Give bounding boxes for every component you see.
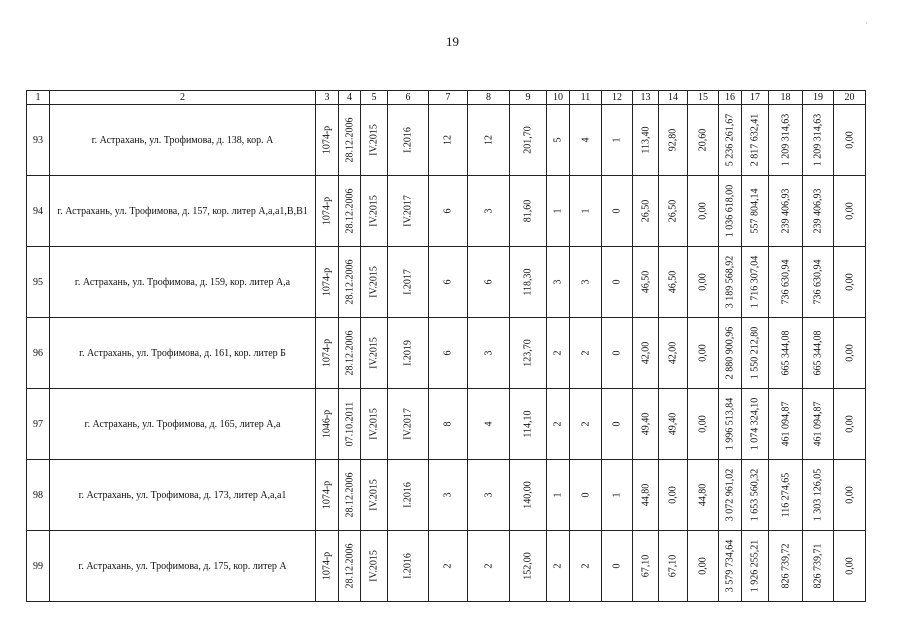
cell-value: 1 [552,492,564,498]
cell-value: 2 817 632,41 [749,113,761,167]
cell-value: 239 406,93 [812,188,824,234]
cell-col-18 [769,176,803,247]
table-row [27,460,866,531]
cell-value: 2 [552,421,564,427]
cell-value: 1 [580,208,591,214]
cell-value: 1074-р [321,267,333,297]
header-row [27,91,866,105]
cell-value: 736 630,94 [780,259,791,305]
cell-order-number [316,105,339,176]
cell-col-17 [742,531,769,602]
cell-start-quarter [361,176,388,247]
column-header: 5 [361,91,388,105]
cell-value: 81,60 [522,199,534,223]
cell-col-19 [803,176,834,247]
cell-area [510,105,547,176]
cell-col-12 [602,247,633,318]
cell-address: г. Астрахань, ул. Трофимова, д. 165, литер А,а [50,389,316,460]
cell-col-18 [769,247,803,318]
cell-value: 5 236 261,67 [724,113,736,167]
cell-value: IV.2017 [402,408,414,440]
cell-col-15 [688,105,719,176]
cell-area [510,176,547,247]
cell-col-20 [834,318,866,389]
cell-order-number [316,389,339,460]
cell-col-20 [834,460,866,531]
cell-col-8 [468,460,510,531]
cell-order-date [339,176,361,247]
cell-address: г. Астрахань, ул. Трофимова, д. 138, кор. А [50,105,316,176]
cell-value: 0 [611,350,623,356]
cell-value: 1 303 126,05 [812,468,824,522]
cell-value: 3 [552,279,564,285]
cell-col-10 [547,531,570,602]
cell-value: 113,40 [640,126,651,154]
cell-col-12 [602,389,633,460]
cell-col-13 [633,176,659,247]
cell-value: 557 804,14 [749,188,761,234]
cell-value: 1 996 513,84 [724,397,736,451]
column-header: 8 [468,91,510,105]
cell-value: 2 [580,563,591,569]
cell-value: 461 094,87 [812,401,824,447]
cell-col-11 [570,318,602,389]
column-header: 4 [339,91,361,105]
cell-col-19 [803,389,834,460]
cell-end-quarter [388,318,429,389]
cell-col-17 [742,105,769,176]
cell-value: 28.12.2006 [344,117,355,163]
cell-value: 3 [483,208,494,214]
cell-value: 1074-р [321,480,333,510]
cell-value: 3 [483,492,494,498]
cell-total-cost [719,105,742,176]
cell-value: 3 [483,350,494,356]
cell-start-quarter [361,318,388,389]
cell-value: 3 [442,492,454,498]
cell-value: 2 [483,563,494,569]
cell-value: 1 926 255,21 [749,539,761,593]
cell-value: 0,00 [844,344,855,362]
cell-value: 665 344,08 [812,330,824,376]
cell-end-quarter [388,105,429,176]
cell-address: г. Астрахань, ул. Трофимова, д. 173, литер А,а,а1 [50,460,316,531]
cell-value: 0,00 [697,415,709,433]
cell-col-13 [633,247,659,318]
cell-col-17 [742,176,769,247]
cell-col-15 [688,389,719,460]
cell-row-number: 96 [27,318,50,389]
column-header: 13 [633,91,659,105]
cell-address: г. Астрахань, ул. Трофимова, д. 161, кор. литер Б [50,318,316,389]
cell-value: 116 274,65 [780,472,791,518]
cell-value: 42,00 [640,341,651,365]
cell-value: IV.2015 [368,266,380,298]
column-header: 10 [547,91,570,105]
cell-value: 118,30 [522,268,534,296]
cell-value: 2 [552,350,564,356]
cell-value: 2 [552,563,564,569]
cell-value: 4 [483,421,494,427]
column-header: 7 [429,91,468,105]
cell-col-12 [602,105,633,176]
cell-value: 826 739,72 [780,543,791,589]
cell-order-number [316,531,339,602]
cell-value: 2 [580,350,591,356]
cell-value: 92,80 [667,128,679,152]
cell-value: 44,80 [697,483,709,507]
cell-total-cost [719,318,742,389]
cell-value: 1 550 212,80 [749,326,761,380]
cell-col-18 [769,318,803,389]
cell-col-10 [547,318,570,389]
cell-end-quarter [388,389,429,460]
cell-value: 0 [580,492,591,498]
cell-value: IV.2015 [368,195,380,227]
cell-value: 201,70 [522,126,534,154]
table-row [27,247,866,318]
column-header: 6 [388,91,429,105]
cell-value: 2 880 900,96 [724,326,736,380]
cell-end-quarter [388,531,429,602]
cell-value: IV.2015 [368,550,380,582]
cell-value: 0 [611,563,623,569]
cell-value: 28.12.2006 [344,543,355,589]
cell-col-7 [429,105,468,176]
cell-col-7 [429,176,468,247]
cell-value: 0,00 [844,202,855,220]
cell-col-15 [688,318,719,389]
cell-col-10 [547,176,570,247]
cell-value: 114,10 [522,410,534,438]
cell-col-11 [570,247,602,318]
cell-col-7 [429,531,468,602]
cell-value: 239 406,93 [780,188,791,234]
cell-value: 67,10 [640,554,651,578]
cell-value: 0,00 [697,202,709,220]
cell-value: 28.12.2006 [344,259,355,305]
cell-value: 2 [442,563,454,569]
cell-value: 42,00 [667,341,679,365]
cell-col-17 [742,247,769,318]
cell-area [510,531,547,602]
cell-value: 49,40 [667,412,679,436]
cell-col-8 [468,531,510,602]
cell-value: 26,50 [640,199,651,223]
cell-value: 6 [483,279,494,285]
cell-value: 26,50 [667,199,679,223]
cell-col-15 [688,460,719,531]
cell-value: 0,00 [844,486,855,504]
cell-col-14 [659,247,688,318]
cell-col-10 [547,105,570,176]
cell-col-17 [742,318,769,389]
cell-col-8 [468,247,510,318]
cell-total-cost [719,531,742,602]
column-header: 2 [50,91,316,105]
column-header: 14 [659,91,688,105]
column-header: 9 [510,91,547,105]
cell-order-number [316,460,339,531]
cell-col-19 [803,531,834,602]
cell-value: IV.2015 [368,337,380,369]
cell-value: 0,00 [844,131,855,149]
column-header: 12 [602,91,633,105]
cell-value: 44,80 [640,483,651,507]
cell-col-11 [570,531,602,602]
cell-value: I.2016 [402,553,414,579]
cell-col-20 [834,389,866,460]
cell-value: 1 [611,137,623,143]
cell-col-13 [633,105,659,176]
cell-address: г. Астрахань, ул. Трофимова, д. 157, кор. литер А,а,а1,В,В1 [50,176,316,247]
cell-value: 0,00 [667,486,679,504]
cell-area [510,389,547,460]
cell-value: IV.2015 [368,479,380,511]
cell-value: 0,00 [844,415,855,433]
cell-col-18 [769,105,803,176]
cell-col-20 [834,105,866,176]
cell-col-11 [570,105,602,176]
column-header: 11 [570,91,602,105]
cell-value: 1074-р [321,551,333,581]
cell-value: 4 [580,137,591,143]
cell-value: IV.2015 [368,408,380,440]
cell-col-20 [834,176,866,247]
cell-row-number: 98 [27,460,50,531]
cell-col-14 [659,531,688,602]
cell-value: 20,60 [697,128,709,152]
cell-col-8 [468,389,510,460]
cell-value: IV.2015 [368,124,380,156]
cell-value: 0 [611,208,623,214]
cell-order-number [316,247,339,318]
cell-value: 46,50 [667,270,679,294]
cell-value: 46,50 [640,270,651,294]
cell-value: 123,70 [522,339,534,367]
cell-value: 1074-р [321,338,333,368]
cell-value: 0,00 [697,273,709,291]
cell-value: 0,00 [844,273,855,291]
cell-col-19 [803,460,834,531]
cell-col-14 [659,389,688,460]
cell-value: 1 209 314,63 [812,113,824,167]
cell-col-19 [803,105,834,176]
cell-total-cost [719,176,742,247]
cell-value: 1074-р [321,196,333,226]
cell-col-12 [602,460,633,531]
cell-value: 0 [611,279,623,285]
cell-value: 6 [442,279,454,285]
cell-value: 0 [611,421,623,427]
cell-end-quarter [388,176,429,247]
cell-value: 07.10.2011 [344,401,355,447]
cell-order-date [339,460,361,531]
cell-col-7 [429,389,468,460]
cell-address: г. Астрахань, ул. Трофимова, д. 159, кор. литер А,а [50,247,316,318]
cell-value: I.2016 [402,482,414,508]
cell-area [510,247,547,318]
column-header: 19 [803,91,834,105]
cell-value: 12 [442,135,454,145]
page-number: 19 [446,34,459,49]
cell-total-cost [719,247,742,318]
cell-col-20 [834,531,866,602]
column-header: 17 [742,91,769,105]
column-header: 18 [769,91,803,105]
cell-start-quarter [361,389,388,460]
table-row [27,105,866,176]
cell-value: 1 653 560,32 [749,468,761,522]
cell-col-14 [659,176,688,247]
cell-value: 28.12.2006 [344,188,355,234]
cell-value: 140,00 [522,481,534,509]
cell-col-17 [742,460,769,531]
cell-order-date [339,247,361,318]
cell-col-7 [429,460,468,531]
cell-col-12 [602,531,633,602]
cell-col-10 [547,389,570,460]
cell-order-date [339,318,361,389]
cell-value: 12 [483,135,494,145]
cell-value: 152,00 [522,552,534,580]
cell-col-7 [429,247,468,318]
cell-col-14 [659,318,688,389]
scan-mark: · [865,19,868,28]
cell-col-18 [769,531,803,602]
cell-col-13 [633,318,659,389]
cell-col-15 [688,247,719,318]
cell-value: 3 579 734,64 [724,539,736,593]
cell-col-18 [769,460,803,531]
cell-value: 665 344,08 [780,330,791,376]
cell-value: 1074-р [321,125,333,155]
housing-register-table [26,90,866,602]
table-row [27,318,866,389]
cell-start-quarter [361,247,388,318]
column-header: 15 [688,91,719,105]
cell-col-13 [633,460,659,531]
cell-value: 3 189 568,92 [724,255,736,309]
cell-end-quarter [388,247,429,318]
cell-col-15 [688,531,719,602]
cell-value: 8 [442,421,454,427]
cell-col-13 [633,389,659,460]
cell-value: 0,00 [697,344,709,362]
cell-col-10 [547,247,570,318]
cell-area [510,460,547,531]
cell-col-8 [468,176,510,247]
cell-value: 1 036 618,00 [724,184,736,238]
cell-col-8 [468,318,510,389]
table-row [27,176,866,247]
cell-col-11 [570,176,602,247]
cell-row-number: 97 [27,389,50,460]
cell-order-number [316,176,339,247]
cell-col-8 [468,105,510,176]
table-row [27,531,866,602]
cell-value: 49,40 [640,412,651,436]
cell-order-date [339,531,361,602]
cell-value: 6 [442,350,454,356]
cell-col-14 [659,105,688,176]
cell-value: I.2017 [402,269,414,295]
cell-start-quarter [361,105,388,176]
cell-col-12 [602,176,633,247]
cell-value: 28.12.2006 [344,330,355,376]
cell-row-number: 93 [27,105,50,176]
cell-value: IV.2017 [402,195,414,227]
cell-value: 2 [580,421,591,427]
cell-value: 28.12.2006 [344,472,355,518]
cell-col-18 [769,389,803,460]
cell-area [510,318,547,389]
cell-row-number: 95 [27,247,50,318]
cell-end-quarter [388,460,429,531]
cell-row-number: 99 [27,531,50,602]
cell-col-10 [547,460,570,531]
cell-value: 1 [552,208,564,214]
table-row [27,389,866,460]
cell-value: 1 074 324,10 [749,397,761,451]
cell-col-17 [742,389,769,460]
cell-value: 67,10 [667,554,679,578]
cell-col-14 [659,460,688,531]
cell-value: 736 630,94 [812,259,824,305]
cell-row-number: 94 [27,176,50,247]
cell-value: I.2019 [402,340,414,366]
cell-start-quarter [361,531,388,602]
cell-col-11 [570,389,602,460]
cell-value: 6 [442,208,454,214]
cell-address: г. Астрахань, ул. Трофимова, д. 175, кор. литер А [50,531,316,602]
cell-col-13 [633,531,659,602]
cell-value: 3 [580,279,591,285]
cell-value: 1 716 307,04 [749,255,761,309]
cell-total-cost [719,460,742,531]
cell-col-19 [803,318,834,389]
cell-col-7 [429,318,468,389]
cell-col-12 [602,318,633,389]
cell-col-15 [688,176,719,247]
cell-value: 826 739,71 [812,543,824,589]
cell-value: 3 072 961,02 [724,468,736,522]
cell-value: 5 [552,137,564,143]
column-header: 3 [316,91,339,105]
cell-order-date [339,389,361,460]
cell-col-11 [570,460,602,531]
column-header: 1 [27,91,50,105]
cell-value: 0,00 [844,557,855,575]
column-header: 20 [834,91,866,105]
column-header: 16 [719,91,742,105]
cell-start-quarter [361,460,388,531]
cell-col-19 [803,247,834,318]
cell-order-date [339,105,361,176]
cell-value: 461 094,87 [780,401,791,447]
cell-value: 1 209 314,63 [780,113,791,167]
cell-value: 1046-р [321,409,333,439]
cell-total-cost [719,389,742,460]
cell-order-number [316,318,339,389]
cell-value: 1 [611,492,623,498]
cell-value: 0,00 [697,557,709,575]
cell-col-20 [834,247,866,318]
cell-value: I.2016 [402,127,414,153]
